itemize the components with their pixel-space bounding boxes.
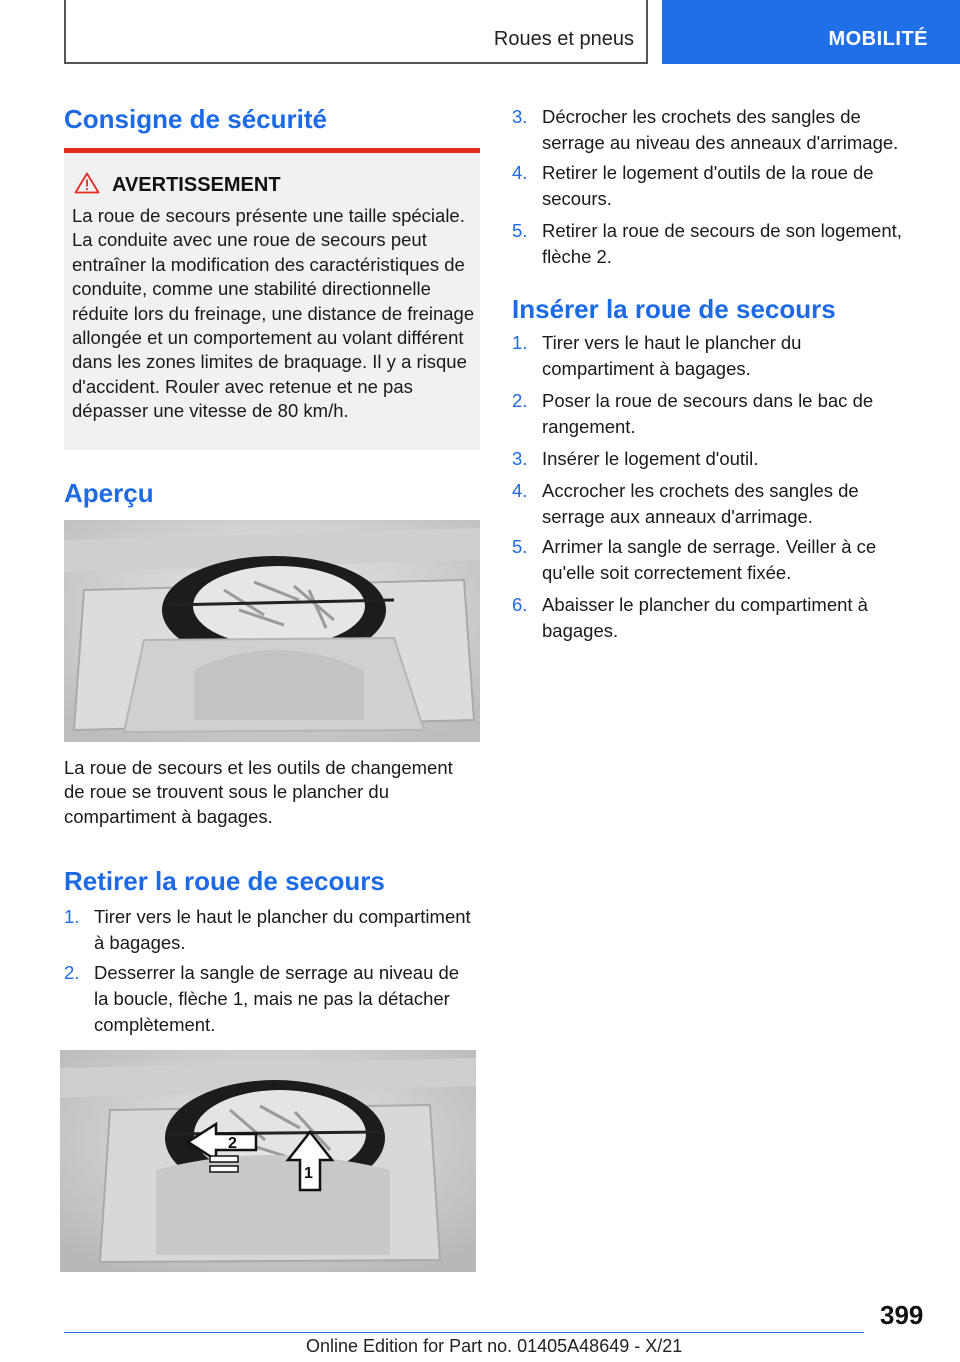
step-number: 1. (64, 906, 80, 927)
heading-safety: Consigne de sécurité (64, 104, 327, 134)
step-number: 2. (64, 962, 80, 983)
step-number: 3. (512, 106, 528, 127)
spare-wheel-removal-image (60, 1050, 476, 1272)
step-number: 2. (512, 390, 528, 411)
step-text: Retirer le logement d'outils de la roue de secours. (542, 162, 874, 209)
heading-insert-spare-wheel: Insérer la roue de secours (512, 294, 836, 324)
spare-wheel-removal-illustration (60, 1050, 476, 1272)
insert-step (512, 388, 916, 440)
footer-divider (64, 1332, 864, 1333)
warning-triangle-icon (74, 172, 100, 194)
step-text: Tirer vers le haut le plancher du compartiment à bagages. (94, 906, 471, 953)
step-text: Accrocher les crochets des sangles de serrage aux anneaux d'arrimage. (542, 480, 859, 527)
insert-step (512, 330, 916, 382)
header-chapter-box (662, 0, 960, 64)
warning-text: La roue de secours présente une taille spéciale. La conduite avec une roue de secours peut entraîner la modification des caractéristiques de conduite, comme une stabilité directionnelle réduite lors du freinage, une distance de freinage allongée et un comportement au volant différent dans les zones limites de braquage. Il y a risque d'accident. Rouler avec retenue et ne pas dépasser une vitesse de 80 km/h. (72, 205, 475, 422)
header-section-box (64, 0, 648, 64)
spare-wheel-overview-image (64, 520, 480, 742)
step-number: 5. (512, 220, 528, 241)
step-number: 1. (512, 332, 528, 353)
remove-step (512, 218, 916, 270)
arrow-1-label: 1 (304, 1165, 313, 1182)
remove-step (64, 904, 476, 956)
header-section-title: Roues et pneus (493, 28, 634, 50)
insert-step (512, 446, 916, 472)
step-text: Insérer le logement d'outil. (542, 448, 759, 469)
step-text: Poser la roue de secours dans le bac de rangement. (542, 390, 874, 437)
header-chapter-title: MOBILITÉ (828, 28, 928, 50)
remove-step (512, 104, 916, 156)
insert-step (512, 534, 916, 586)
step-number: 3. (512, 448, 528, 469)
step-text: Tirer vers le haut le plancher du compartiment à bagages. (542, 332, 802, 379)
spare-wheel-overview-illustration (64, 520, 480, 742)
insert-step (512, 478, 916, 530)
warning-top-bar (64, 148, 480, 153)
arrow-2-label: 2 (228, 1135, 237, 1152)
step-text: Desserrer la sangle de serrage au niveau de la boucle, flèche 1, mais ne pas la détacher complètement. (94, 962, 460, 1035)
heading-remove-spare-wheel: Retirer la roue de secours (64, 866, 385, 896)
warning-title: AVERTISSEMENT (112, 174, 281, 196)
remove-step (512, 160, 916, 212)
step-number: 6. (512, 594, 528, 615)
footer-edition: Online Edition for Part no. 01405A48649 - X/21 (306, 1336, 683, 1356)
step-number: 4. (512, 162, 528, 183)
step-text: Arrimer la sangle de serrage. Veiller à ce qu'elle soit correctement fixée. (542, 536, 877, 583)
step-number: 5. (512, 536, 528, 557)
step-text: Décrocher les crochets des sangles de serrage au niveau des anneaux d'arrimage. (542, 106, 899, 153)
page-number: 399 (880, 1300, 924, 1330)
step-number: 4. (512, 480, 528, 501)
step-text: Retirer la roue de secours de son logement, flèche 2. (542, 220, 902, 267)
remove-step (64, 960, 476, 1038)
insert-step (512, 592, 916, 644)
heading-overview: Aperçu (64, 478, 154, 508)
step-text: Abaisser le plancher du compartiment à bagages. (542, 594, 868, 641)
overview-caption: La roue de secours et les outils de changement de roue se trouvent sous le plancher du compartiment à bagages. (64, 757, 453, 827)
